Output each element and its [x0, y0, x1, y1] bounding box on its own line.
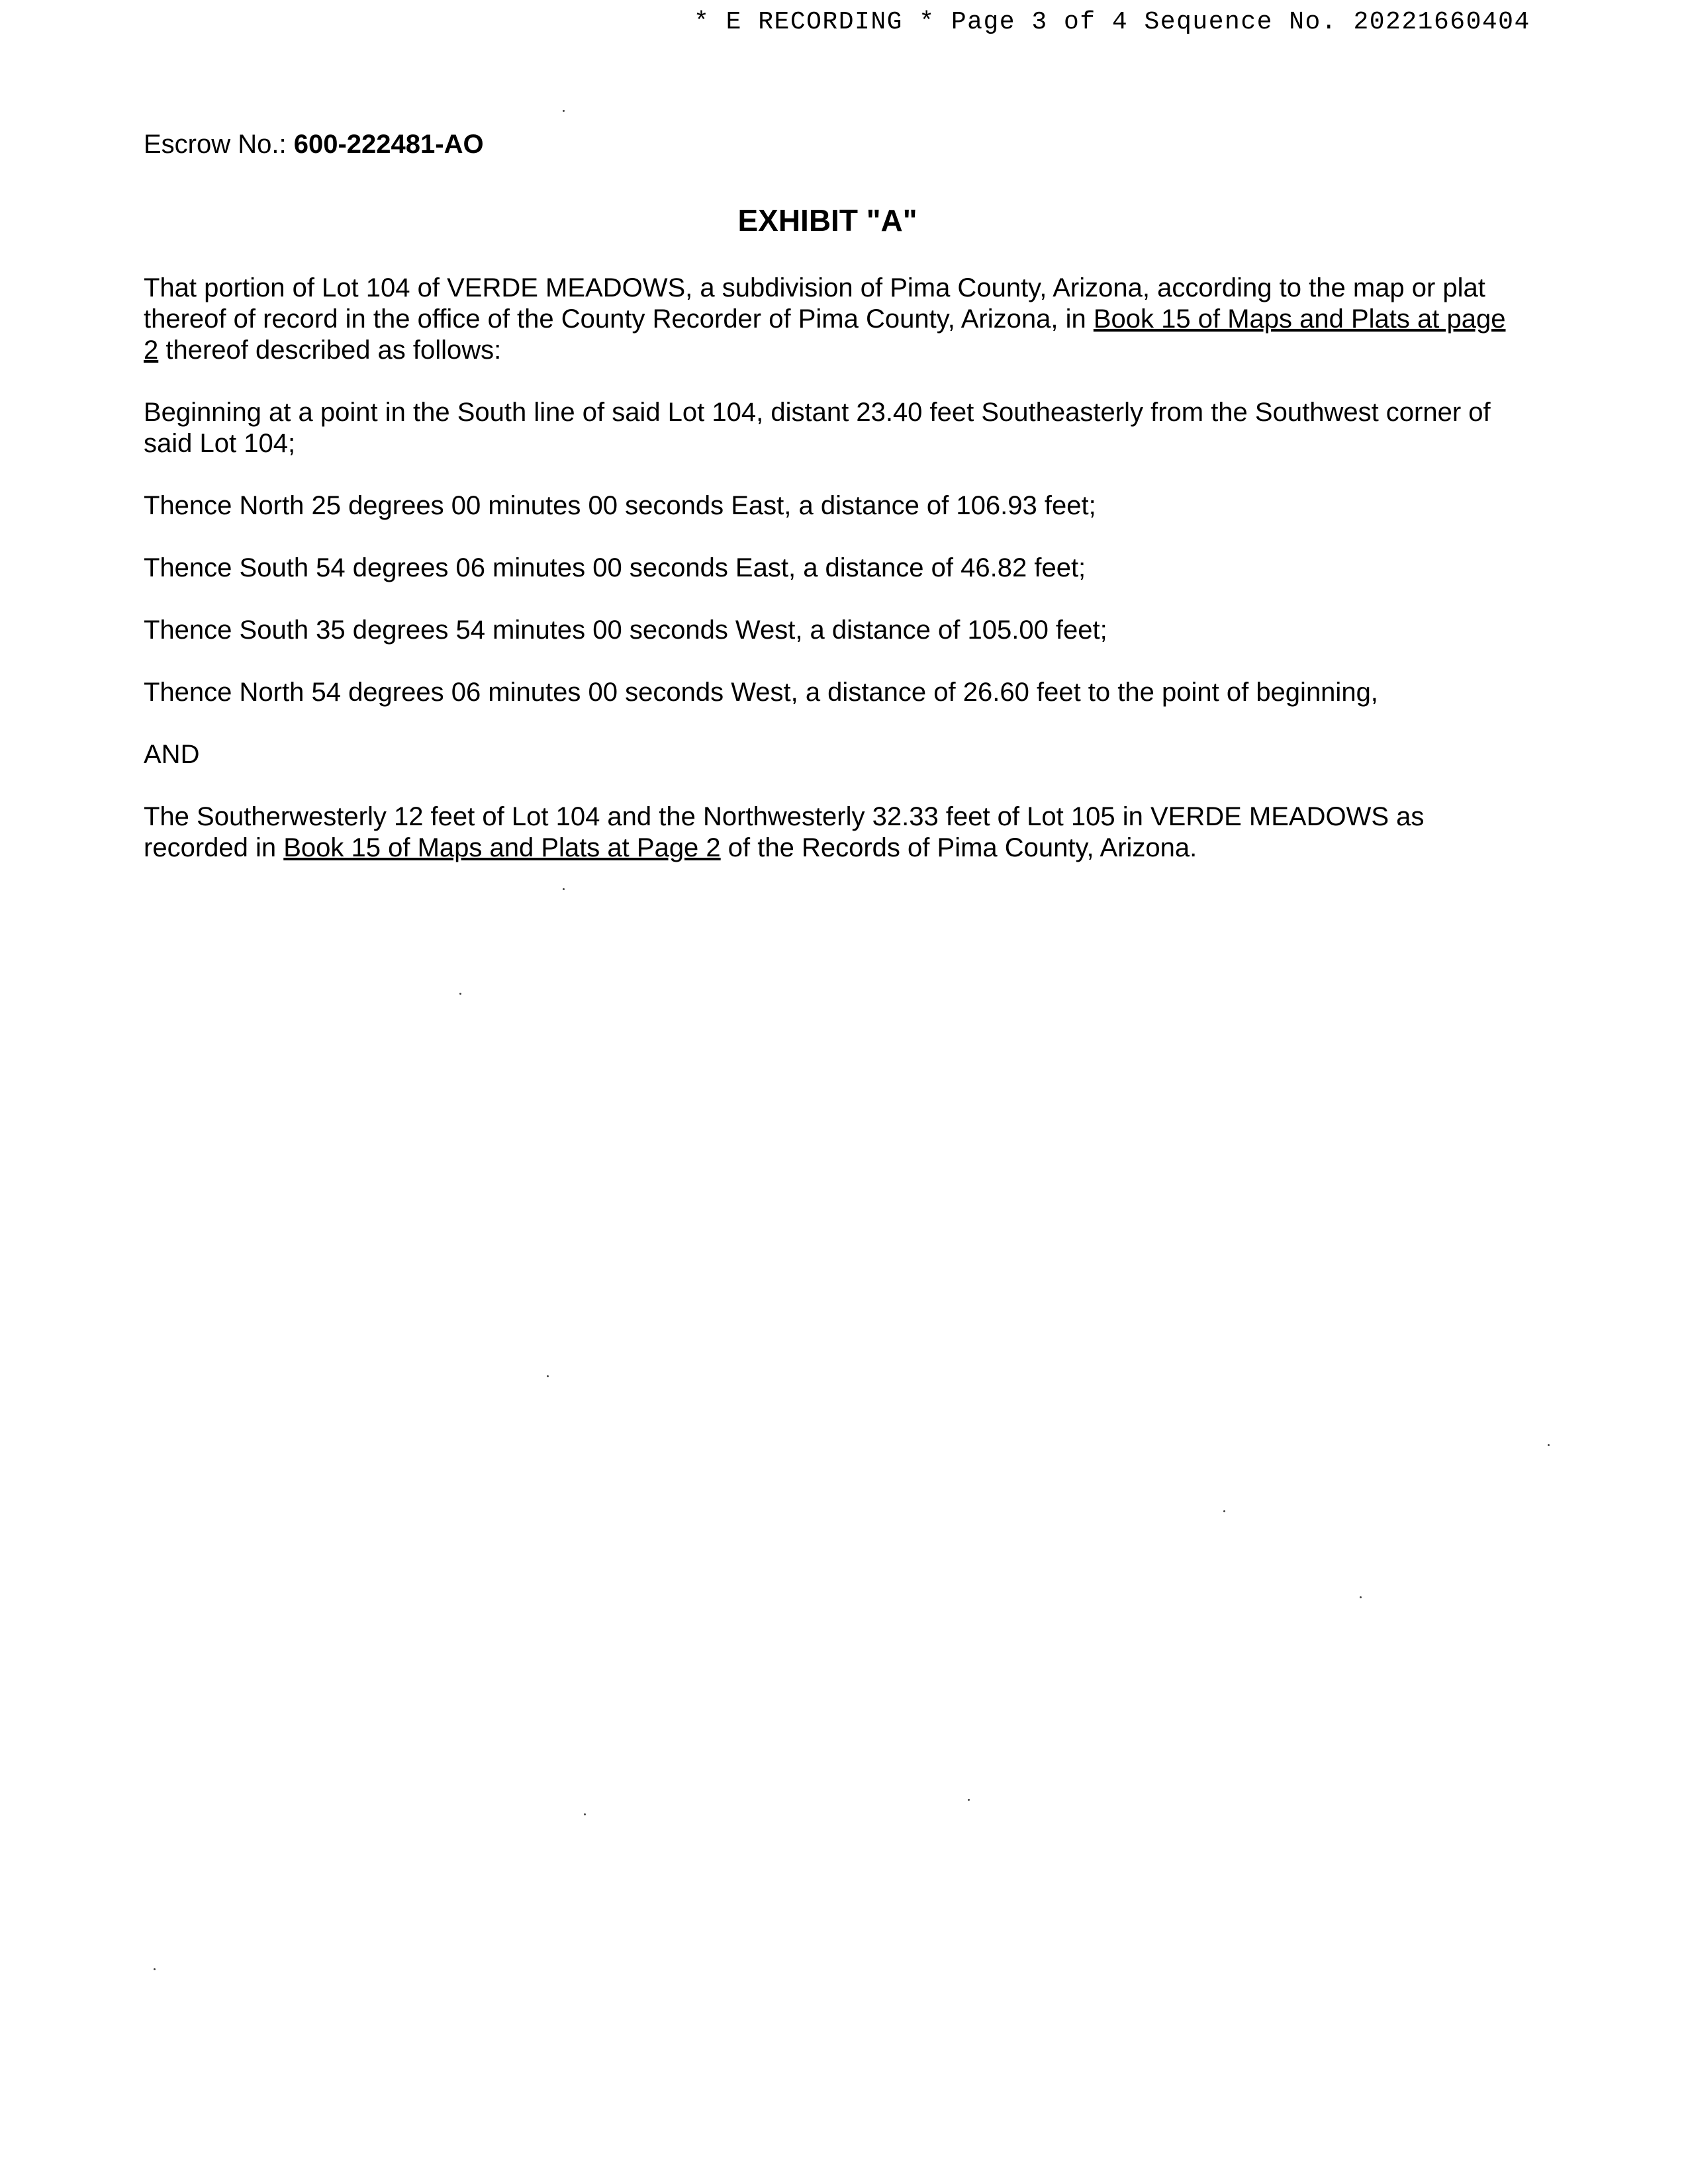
scan-speck: [584, 1813, 586, 1815]
scan-speck: [968, 1799, 970, 1801]
book-reference: Book 15 of Maps and Plats at page 2: [144, 304, 1506, 365]
paragraph-course-2: Thence South 54 degrees 06 minutes 00 seconds East, a distance of 46.82 feet;: [144, 553, 1086, 582]
scan-speck: [459, 993, 461, 995]
scan-speck: [547, 1375, 549, 1377]
paragraph-lot-portion: That portion of Lot 104 of VERDE MEADOWS, a subdivision of Pima County, Arizona, according to the map or plat thereof of record in the office of the County Recorder of Pima County, Arizona, in Book 15 of Maps and Plats at page 2 thereof described as follows:: [144, 273, 1506, 365]
escrow-label: Escrow No.:: [144, 130, 294, 159]
scan-speck: [154, 1968, 156, 1970]
scan-speck: [1548, 1444, 1550, 1446]
book-reference-2: Book 15 of Maps and Plats at Page 2: [283, 833, 721, 862]
paragraph-additional-parcel: The Southerwesterly 12 feet of Lot 104 and the Northwesterly 32.33 feet of Lot 105 in VERDE MEADOWS as recorded in Book 15 of Maps and Plats at Page 2 of the Records of Pima County, Arizona.: [144, 802, 1425, 862]
legal-description: [144, 273, 1514, 895]
paragraph-course-4: Thence North 54 degrees 06 minutes 00 seconds West, a distance of 26.60 feet to the point of beginning,: [144, 678, 1378, 707]
paragraph-course-1: Thence North 25 degrees 00 minutes 00 seconds East, a distance of 106.93 feet;: [144, 491, 1096, 520]
scan-speck: [1360, 1596, 1362, 1598]
scan-speck: [563, 888, 565, 890]
scan-speck: [563, 110, 565, 112]
exhibit-title: EXHIBIT "A": [737, 203, 917, 238]
escrow-number-line: [144, 130, 484, 159]
scan-speck: [1223, 1510, 1225, 1512]
paragraph-and: AND: [144, 740, 200, 769]
escrow-number: 600-222481-AO: [293, 130, 484, 159]
recording-header: * E RECORDING * Page 3 of 4 Sequence No. 20221660404: [694, 8, 1530, 36]
paragraph-beginning: Beginning at a point in the South line of said Lot 104, distant 23.40 feet Southeasterly from the Southwest corner of said Lot 104;: [144, 398, 1491, 458]
paragraph-course-3: Thence South 35 degrees 54 minutes 00 seconds West, a distance of 105.00 feet;: [144, 615, 1107, 645]
